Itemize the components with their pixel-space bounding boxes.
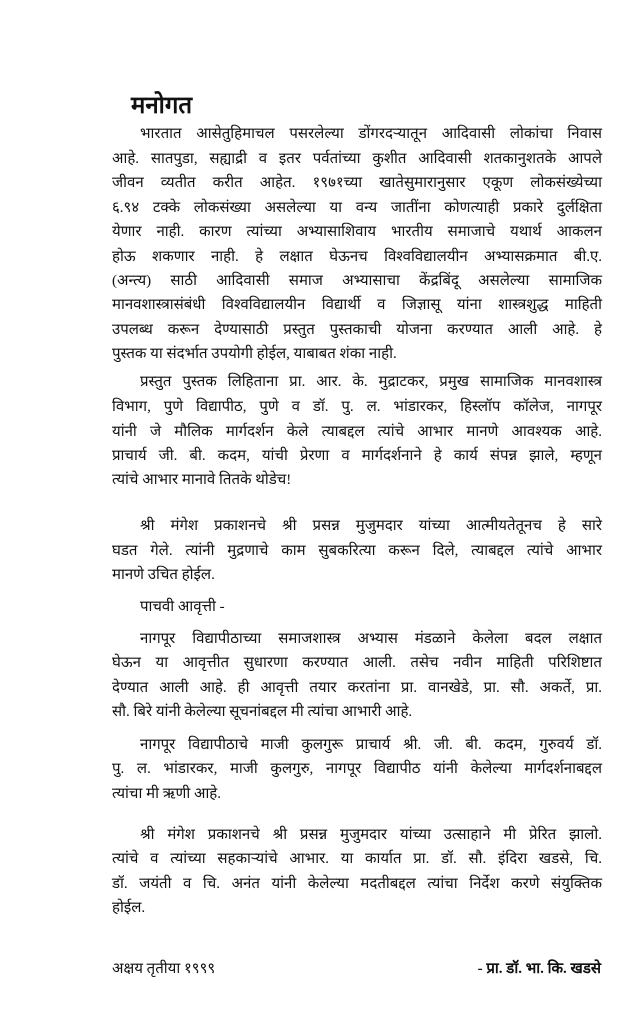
paragraph-line: प्रस्तुत पुस्तक लिहिताना प्रा. आर. के. मुद्राटकर, प्रमुख सामाजिक मानवशास्त्र	[140, 374, 602, 390]
paragraph-line: होऊ शकणार नाही. हे लक्षात घेऊनच विश्वविद्यालयीन अभ्यासक्रमात बी.ए.	[112, 249, 602, 265]
paragraph-line: जीवन व्यतीत करीत आहेत. १९७१च्या खातेसुमारानुसार एकूण लोकसंख्येच्या	[112, 175, 602, 191]
paragraph-line: प्राचार्य जी. बी. कदम, यांची प्रेरणा व मार्गदर्शनाने हे कार्य संपन्न झाले, म्हणून	[112, 448, 602, 464]
paragraph-line: मानवशास्त्रासंबंधी विश्वविद्यालयीन विद्यार्थी व जिज्ञासू यांना शास्त्रशुद्ध माहिती	[112, 297, 602, 313]
paragraph-line: श्री मंगेश प्रकाशनचे श्री प्रसन्न मुजुमदार यांच्या उत्साहाने मी प्रेरित झालो.	[140, 827, 602, 843]
paragraph-line: त्यांचे व त्यांच्या सहकाऱ्यांचे आभार. या कार्यात प्रा. डॉ. सौ. इंदिरा खडसे, चि.	[112, 851, 602, 867]
paragraph-line: पाचवी आवृत्ती -	[140, 599, 225, 615]
paragraph-line: पु. ल. भांडारकर, माजी कुलगुरु, नागपूर विद्यापीठ यांनी केलेल्या मार्गदर्शनाबद्दल	[112, 761, 602, 777]
paragraph-line: होईल.	[112, 900, 146, 916]
paragraph-line: यांनी जे मौलिक मार्गदर्शन केले त्याबद्दल त्यांचे आभार मानणे आवश्यक आहे.	[112, 424, 602, 440]
paragraph-line: घेऊन या आवृत्तीत सुधारणा करण्यात आली. तसेच नवीन माहिती परिशिष्टात	[112, 655, 602, 671]
paragraph-line: भारतात आसेतुहिमाचल पसरलेल्या डोंगरदऱ्यातून आदिवासी लोकांचा निवास	[140, 126, 602, 142]
paragraph-line: मानणे उचित होईल.	[112, 567, 215, 583]
page-title: मनोगत	[131, 93, 193, 119]
paragraph-line: नागपूर विद्यापीठाचे माजी कुलगुरू प्राचार्य श्री. जी. बी. कदम, गुरुवर्य डॉ.	[140, 737, 602, 753]
paragraph-line: नागपूर विद्यापीठाच्या समाजशास्त्र अभ्यास मंडळाने केलेला बदल लक्षात	[140, 631, 602, 647]
paragraph-line: घडत गेले. त्यांनी मुद्रणाचे काम सुबकरित्या करून दिले, त्याबद्दल त्यांचे आभार	[112, 543, 602, 559]
paragraph-line: पुस्तक या संदर्भात उपयोगी होईल, याबाबत शंका नाही.	[112, 346, 397, 362]
paragraph-line: (अन्त्य) साठी आदिवासी समाज अभ्यासाचा केंद्रबिंदू असलेल्या सामाजिक	[112, 273, 602, 289]
paragraph-line: त्यांचे आभार मानावे तितके थोडेच!	[112, 472, 292, 488]
footer-date: अक्षय तृतीया १९९९	[112, 961, 216, 977]
paragraph-line: येणार नाही. कारण त्यांच्या अभ्यासाशिवाय भारतीय समाजाचे यथार्थ आकलन	[112, 224, 602, 240]
paragraph-line: उपलब्ध करून देण्यासाठी प्रस्तुत पुस्तकाची योजना करण्यात आली आहे. हे	[112, 322, 602, 338]
paragraph-line: आहे. सातपुडा, सह्याद्री व इतर पर्वतांच्या कुशीत आदिवासी शतकानुशतके आपले	[112, 151, 602, 167]
paragraph-line: सौ. बिरे यांनी केलेल्या सूचनांबद्दल मी त्यांचा आभारी आहे.	[112, 704, 413, 720]
paragraph-line: देण्यात आली आहे. ही आवृत्ती तयार करतांना प्रा. वानखेडे, प्रा. सौ. अकर्ते, प्रा.	[112, 680, 602, 696]
footer-author: - प्रा. डॉ. भा. कि. खडसे	[477, 961, 601, 977]
paragraph-line: ६.९४ टक्के लोकसंख्या असलेल्या या वन्य जातींना कोणत्याही प्रकारे दुर्लक्षिता	[112, 200, 602, 216]
paragraph-line: विभाग, पुणे विद्यापीठ, पुणे व डॉ. पु. ल. भांडारकर, हिस्लॉप कॉलेज, नागपूर	[112, 399, 602, 415]
paragraph-line: त्यांचा मी ऋणी आहे.	[112, 786, 222, 802]
paragraph-line: डॉ. जयंती व चि. अनंत यांनी केलेल्या मदतीबद्दल त्यांचा निर्देश करणे संयुक्तिक	[112, 876, 602, 892]
paragraph-line: श्री मंगेश प्रकाशनचे श्री प्रसन्न मुजुमदार यांच्या आत्मीयतेतूनच हे सारे	[140, 518, 602, 534]
